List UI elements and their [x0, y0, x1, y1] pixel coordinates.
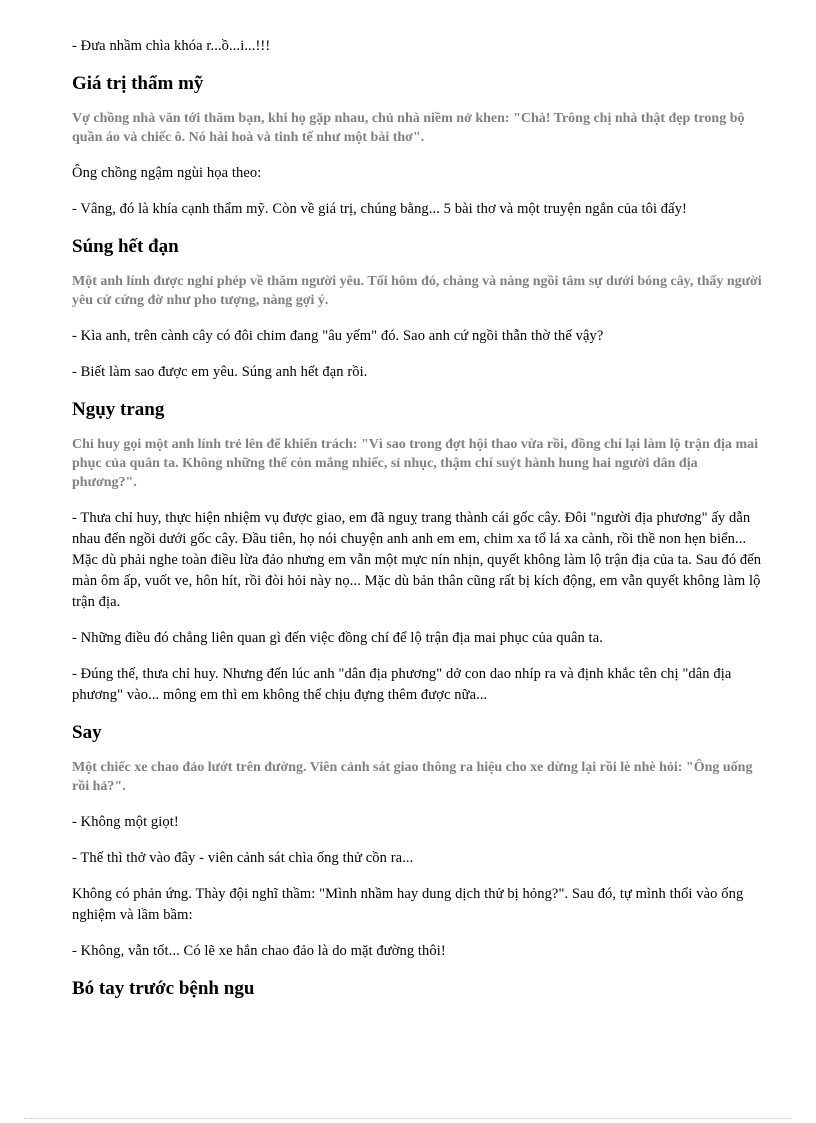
- story-heading: Bó tay trước bệnh ngu: [72, 978, 255, 999]
- story-heading: Súng hết đạn: [72, 236, 179, 257]
- story-heading: Giá trị thẩm mỹ: [72, 73, 204, 94]
- paragraph: Ông chồng ngậm ngùi họa theo:: [72, 165, 262, 181]
- paragraph: - Những điều đó chẳng liên quan gì đến việc đồng chí để lộ trận địa mai phục của quân ta.: [72, 630, 603, 646]
- paragraph: - Thế thì thở vào đây - viên cảnh sát chìa ống thử cồn ra...: [72, 850, 414, 866]
- story-heading: Ngụy trang: [72, 399, 165, 420]
- paragraph: - Biết làm sao được em yêu. Súng anh hết đạn rồi.: [72, 364, 368, 380]
- story-intro: Vợ chồng nhà văn tới thăm bạn, khi họ gặp nhau, chủ nhà niềm nở khen: "Chà! Trông chị nhà thật đẹp trong bộ quần áo và chiếc ô. Nó hài hoà và tinh tế như một bài thơ".: [72, 111, 745, 145]
- paragraph: - Đưa nhầm chìa khóa r...ồ...i...!!!: [72, 38, 271, 54]
- story-heading: Say: [72, 722, 102, 743]
- story-intro: Một anh lính được nghỉ phép về thăm người yêu. Tối hôm đó, chàng và nàng ngồi tâm sự dưới bóng cây, thấy người yêu cứ cứng đờ như pho tượng, nàng gợi ý.: [72, 274, 762, 308]
- paragraph: - Vâng, đó là khía cạnh thẩm mỹ. Còn về giá trị, chúng bằng... 5 bài thơ và một truyện ngắn của tôi đấy!: [72, 201, 687, 217]
- paragraph: - Đúng thế, thưa chỉ huy. Nhưng đến lúc anh "dân địa phương" dở con dao nhíp ra và định khắc tên chị "dân địa phương" vào... mông em thì em không thể chịu đựng thêm được nữa...: [72, 666, 732, 703]
- story-intro: Chỉ huy gọi một anh lính trẻ lên để khiển trách: "Vì sao trong đợt hội thao vừa rồi, đồng chí lại làm lộ trận địa mai phục của quân ta. Không những thế còn mắng nhiếc, sỉ nhục, thậm chí suýt hành hung hai người dân địa phương?".: [72, 437, 759, 490]
- paragraph: Không có phản ứng. Thày đội nghĩ thầm: "Mình nhầm hay dung dịch thử bị hỏng?". Sau đó, tự mình thổi vào ống nghiệm và lầm bầm:: [72, 886, 744, 923]
- page-bottom-divider: [24, 1118, 792, 1119]
- paragraph: - Không một giọt!: [72, 814, 179, 830]
- paragraph: - Kìa anh, trên cành cây có đôi chim đang "âu yếm" đó. Sao anh cứ ngồi thẫn thờ thế vậy?: [72, 328, 604, 344]
- paragraph: - Thưa chỉ huy, thực hiện nhiệm vụ được giao, em đã nguỵ trang thành cái gốc cây. Đôi "người địa phương" ấy dẫn nhau đến ngồi dưới gốc cây. Đầu tiên, họ nói chuyện anh anh em em, chim xa tổ lá xa cành, rồi thề non hẹn biển... Mặc dù phải nghe toàn điều lừa đảo nhưng em vẫn một mực nín nhịn, quyết không làm lộ trận địa của ta. Sau đó đến màn ôm ấp, vuốt ve, hôn hít, rồi đòi hỏi này nọ... Mặc dù bản thân cũng rất bị kích động, em vẫn quyết không làm lộ trận địa.: [72, 510, 762, 610]
- document-page: [72, 36, 764, 1014]
- paragraph: - Không, vẫn tốt... Có lẽ xe hắn chao đảo là do mặt đường thôi!: [72, 943, 446, 959]
- story-intro: Một chiếc xe chao đảo lướt trên đường. Viên cảnh sát giao thông ra hiệu cho xe dừng lại rồi lè nhè hỏi: "Ông uống rồi hả?".: [72, 760, 753, 794]
